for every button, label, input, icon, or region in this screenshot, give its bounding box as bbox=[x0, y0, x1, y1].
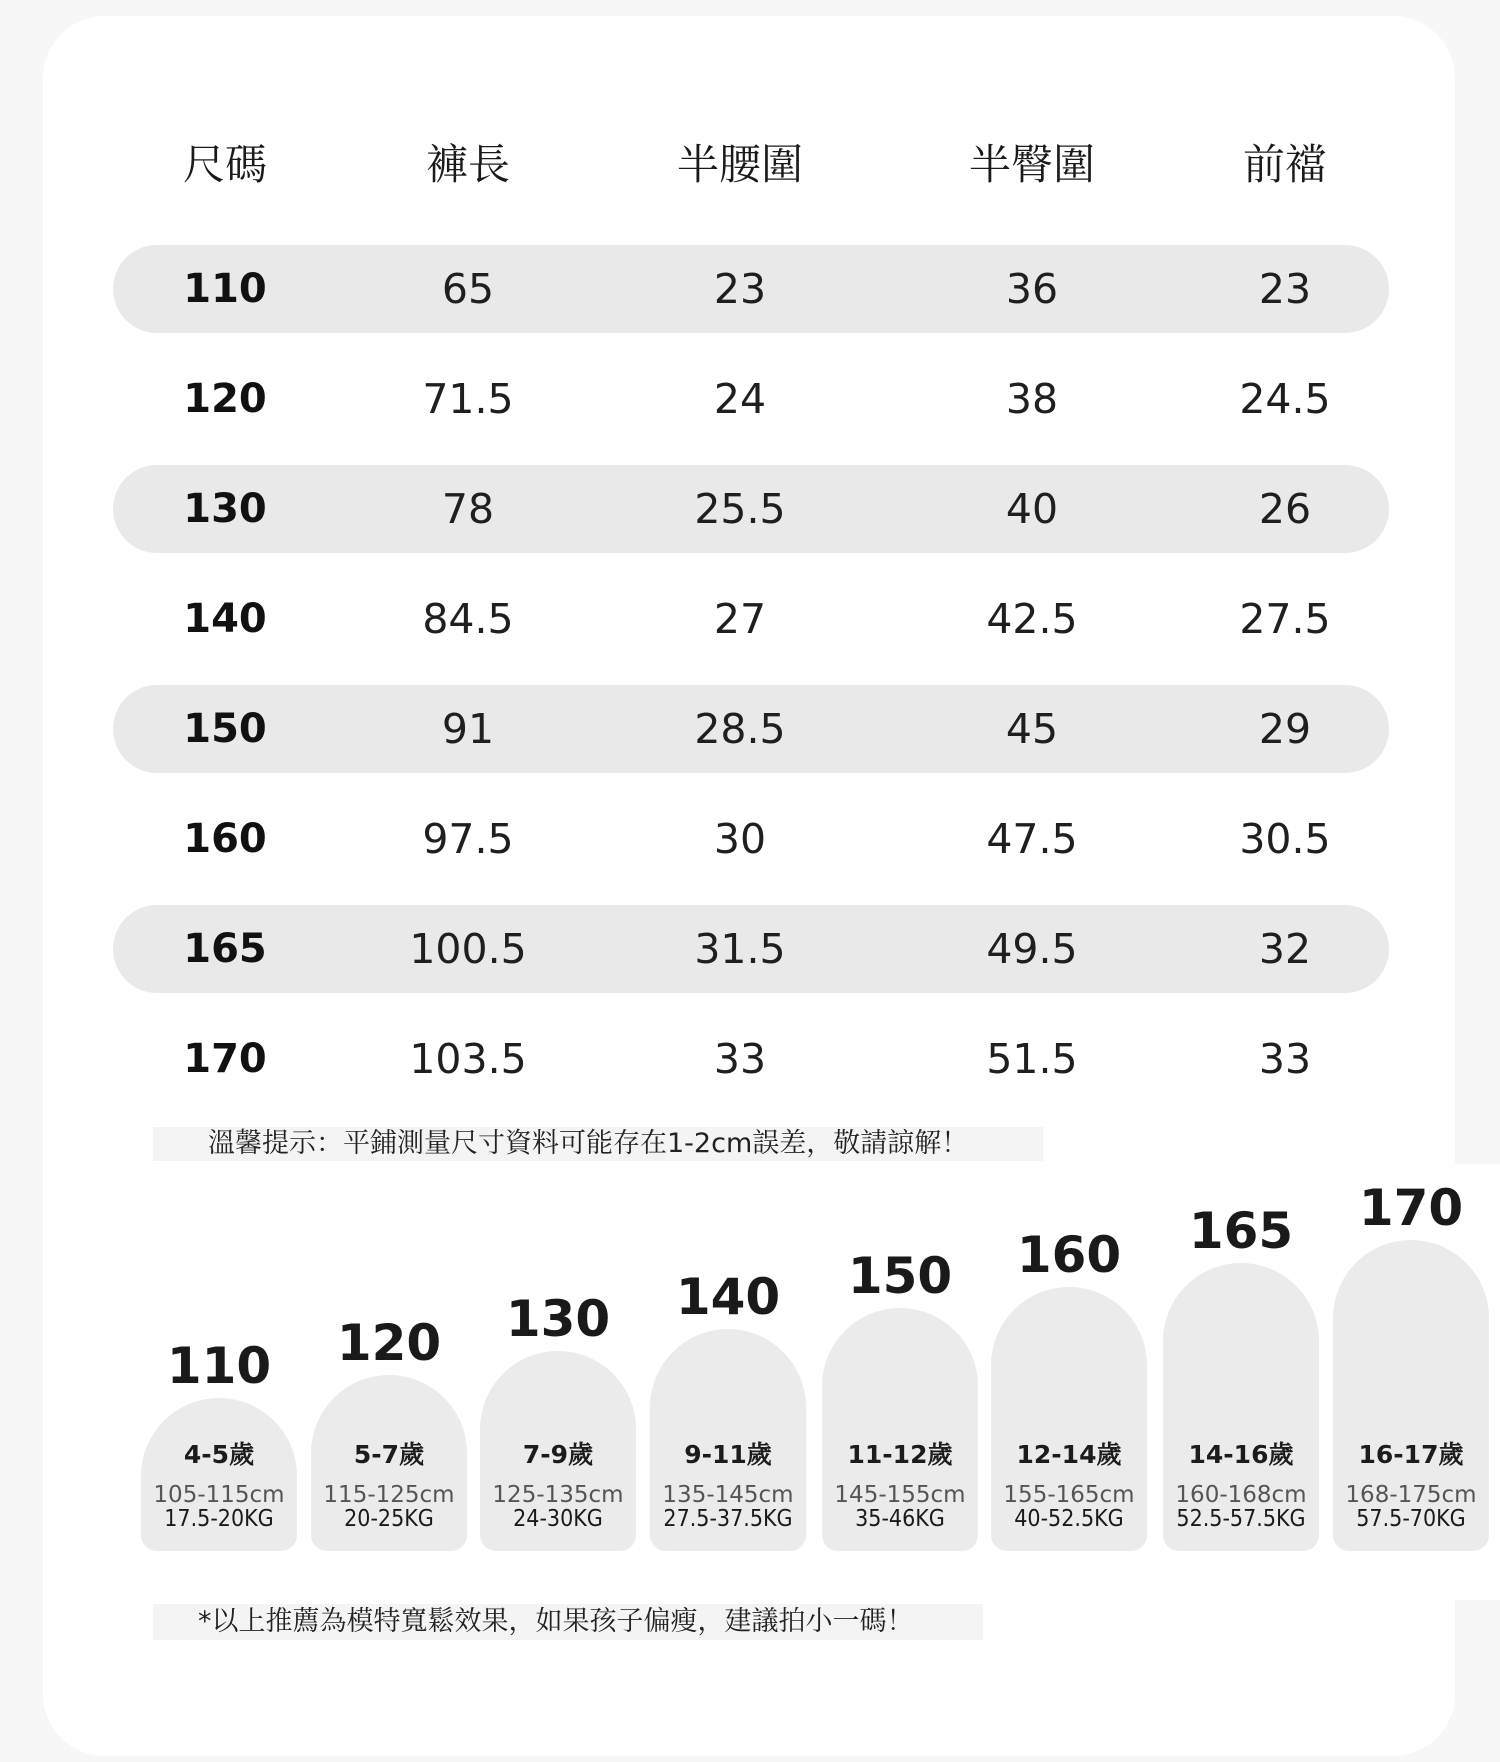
half-hip-cell: 49.5 bbox=[986, 925, 1078, 973]
size-cell: 165 bbox=[183, 926, 267, 972]
arch-size-label: 165 bbox=[1188, 1202, 1294, 1260]
size-cell: 160 bbox=[183, 816, 267, 862]
half-hip-cell: 45 bbox=[1005, 705, 1059, 753]
half-hip-cell: 47.5 bbox=[986, 815, 1078, 863]
arch-height-label: 115-125cm bbox=[323, 1482, 455, 1508]
header-front-rise: 前襠 bbox=[1242, 140, 1328, 189]
size-cell: 130 bbox=[183, 486, 267, 532]
front-rise-cell: 26 bbox=[1258, 485, 1312, 533]
half-hip-cell: 51.5 bbox=[986, 1035, 1078, 1083]
half-waist-cell: 33 bbox=[713, 1035, 767, 1083]
half-waist-cell: 24 bbox=[713, 375, 767, 423]
pants-length-cell: 91 bbox=[441, 705, 495, 753]
arch-size-label: 110 bbox=[166, 1337, 272, 1395]
front-rise-cell: 29 bbox=[1258, 705, 1312, 753]
arch-height-label: 135-145cm bbox=[662, 1482, 794, 1508]
table-row bbox=[113, 795, 1389, 883]
arch-size-label: 160 bbox=[1016, 1226, 1122, 1284]
half-waist-cell: 28.5 bbox=[694, 705, 786, 753]
arch-size-label: 130 bbox=[505, 1290, 611, 1348]
half-waist-cell: 23 bbox=[713, 265, 767, 313]
arch-size-label: 140 bbox=[675, 1268, 781, 1326]
arch-weight-label: 17.5-20KG bbox=[164, 1506, 274, 1532]
half-hip-cell: 42.5 bbox=[986, 595, 1078, 643]
size-cell: 120 bbox=[183, 376, 267, 422]
front-rise-cell: 33 bbox=[1258, 1035, 1312, 1083]
table-header bbox=[113, 135, 1389, 195]
half-hip-cell: 36 bbox=[1005, 265, 1059, 313]
arch-age-label: 16-17歲 bbox=[1358, 1440, 1464, 1469]
table-row bbox=[113, 905, 1389, 993]
half-waist-cell: 30 bbox=[713, 815, 767, 863]
pants-length-cell: 84.5 bbox=[422, 595, 514, 643]
recommendation-note: *以上推薦為模特寬鬆效果，如果孩子偏瘦，建議拍小一碼！ bbox=[153, 1604, 983, 1640]
header-half-hip: 半臀圍 bbox=[968, 140, 1096, 189]
arch-height-label: 155-165cm bbox=[1003, 1482, 1135, 1508]
header-pants-length: 褲長 bbox=[425, 140, 511, 189]
table-row bbox=[113, 465, 1389, 553]
arch-height-label: 160-168cm bbox=[1175, 1482, 1307, 1508]
arch-height-label: 105-115cm bbox=[153, 1482, 285, 1508]
measurement-note: 溫馨提示：平鋪測量尺寸資料可能存在1-2cm誤差，敬請諒解！ bbox=[153, 1127, 1043, 1161]
arch-weight-label: 52.5-57.5KG bbox=[1176, 1506, 1306, 1532]
arch-age-label: 14-16歲 bbox=[1188, 1440, 1294, 1469]
arch-size-label: 120 bbox=[336, 1314, 442, 1372]
pants-length-cell: 97.5 bbox=[422, 815, 514, 863]
pants-length-cell: 103.5 bbox=[409, 1035, 527, 1083]
front-rise-cell: 24.5 bbox=[1239, 375, 1331, 423]
table-row bbox=[113, 245, 1389, 333]
arch-weight-label: 27.5-37.5KG bbox=[663, 1506, 793, 1532]
pants-length-cell: 71.5 bbox=[422, 375, 514, 423]
arch-age-label: 11-12歲 bbox=[847, 1440, 953, 1469]
front-rise-cell: 30.5 bbox=[1239, 815, 1331, 863]
arch-height-label: 145-155cm bbox=[834, 1482, 966, 1508]
arch-size-label: 150 bbox=[847, 1247, 953, 1305]
arch-weight-label: 35-46KG bbox=[855, 1506, 945, 1532]
half-waist-cell: 27 bbox=[713, 595, 767, 643]
half-hip-cell: 40 bbox=[1005, 485, 1059, 533]
front-rise-cell: 23 bbox=[1258, 265, 1312, 313]
half-hip-cell: 38 bbox=[1005, 375, 1059, 423]
size-cell: 140 bbox=[183, 596, 267, 642]
arch-size-label: 170 bbox=[1358, 1179, 1464, 1237]
size-cell: 170 bbox=[183, 1036, 267, 1082]
arch-age-label: 12-14歲 bbox=[1016, 1440, 1122, 1469]
arch-age-label: 9-11歲 bbox=[684, 1440, 772, 1469]
front-rise-cell: 32 bbox=[1258, 925, 1312, 973]
arch-height-label: 125-135cm bbox=[492, 1482, 624, 1508]
table-row bbox=[113, 685, 1389, 773]
arch-weight-label: 57.5-70KG bbox=[1356, 1506, 1466, 1532]
arch-age-label: 4-5歲 bbox=[183, 1440, 255, 1469]
header-half-waist: 半腰圍 bbox=[676, 140, 804, 189]
front-rise-cell: 27.5 bbox=[1239, 595, 1331, 643]
arch-weight-label: 24-30KG bbox=[513, 1506, 603, 1532]
arch-age-label: 7-9歲 bbox=[522, 1440, 594, 1469]
arch-weight-label: 20-25KG bbox=[344, 1506, 434, 1532]
pants-length-cell: 65 bbox=[441, 265, 495, 313]
table-row bbox=[113, 1015, 1389, 1103]
half-waist-cell: 25.5 bbox=[694, 485, 786, 533]
table-row bbox=[113, 355, 1389, 443]
size-cell: 110 bbox=[183, 266, 267, 312]
table-row bbox=[113, 575, 1389, 663]
arch-height-label: 168-175cm bbox=[1345, 1482, 1477, 1508]
pants-length-cell: 100.5 bbox=[409, 925, 527, 973]
header-size: 尺碼 bbox=[182, 140, 268, 189]
size-cell: 150 bbox=[183, 706, 267, 752]
half-waist-cell: 31.5 bbox=[694, 925, 786, 973]
arch-age-label: 5-7歲 bbox=[353, 1440, 425, 1469]
arch-weight-label: 40-52.5KG bbox=[1014, 1506, 1124, 1532]
pants-length-cell: 78 bbox=[441, 485, 495, 533]
